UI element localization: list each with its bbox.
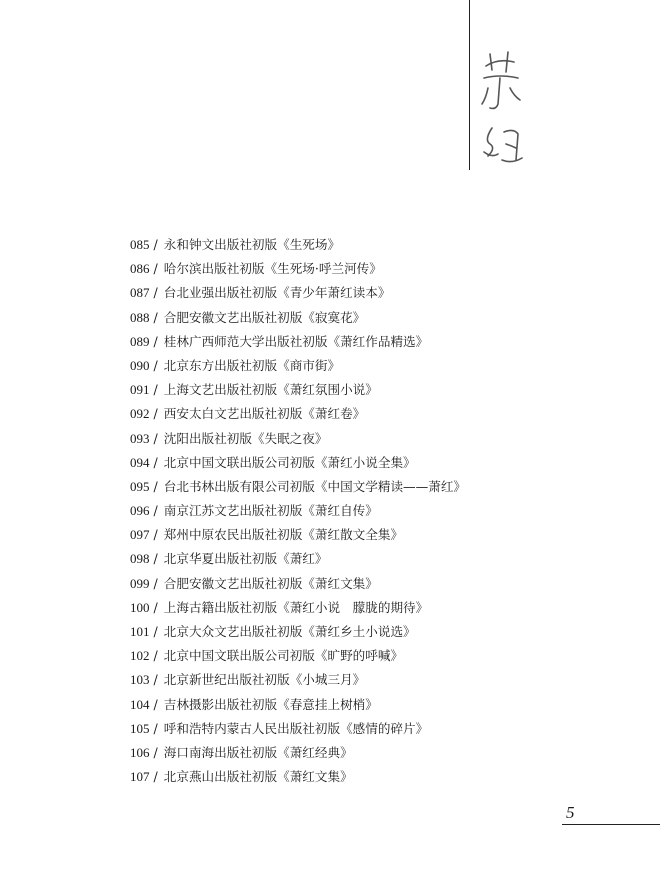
entry-number: 097 <box>130 527 150 543</box>
entry-text: 郑州中原农民出版社初版《萧红散文全集》 <box>163 527 404 543</box>
entry-number: 103 <box>130 672 150 688</box>
list-item <box>130 668 466 692</box>
entry-separator: / <box>153 744 158 760</box>
entry-text: 沈阳出版社初版《失眠之夜》 <box>163 430 328 446</box>
entry-number: 100 <box>130 599 150 615</box>
list-item <box>130 717 466 741</box>
entry-separator: / <box>153 672 158 688</box>
list-item <box>130 354 466 378</box>
entry-text: 桂林广西师范大学出版社初版《萧红作品精选》 <box>163 333 429 349</box>
list-item <box>130 306 466 330</box>
list-item <box>130 499 466 523</box>
entry-separator: / <box>153 624 158 639</box>
entry-separator: / <box>153 285 158 301</box>
entry-separator: / <box>153 406 158 422</box>
entry-number: 102 <box>130 648 150 664</box>
entry-text: 南京江苏文艺出版社初版《萧红自传》 <box>163 503 378 519</box>
entry-text: 北京新世纪出版社初版《小城三月》 <box>163 672 366 688</box>
entry-separator: / <box>153 599 158 615</box>
entry-number: 092 <box>130 406 150 422</box>
entry-separator: / <box>153 382 158 398</box>
entry-text: 北京燕山出版社初版《萧红文集》 <box>163 769 353 785</box>
entry-number: 089 <box>130 333 150 349</box>
list-item <box>130 451 466 475</box>
entry-separator: / <box>153 503 158 519</box>
entry-number: 086 <box>130 261 150 277</box>
entry-text: 台北书林出版有限公司初版《中国文学精读——萧红》 <box>163 478 466 494</box>
list-item <box>130 402 466 426</box>
entry-text: 北京中国文联出版公司初版《旷野的呼喊》 <box>163 648 404 664</box>
list-item <box>130 620 466 644</box>
entry-text: 西安太白文艺出版社初版《萧红卷》 <box>163 406 366 422</box>
list-item <box>130 475 466 499</box>
list-item <box>130 523 466 547</box>
list-item <box>130 233 466 257</box>
entry-text: 北京中国文联出版公司初版《萧红小说全集》 <box>163 454 416 470</box>
entry-text: 吉林摄影出版社初版《春意挂上树梢》 <box>163 696 378 712</box>
list-item <box>130 257 466 281</box>
entry-text: 永和钟文出版社初版《生死场》 <box>163 237 341 252</box>
header-vertical-rule <box>469 0 470 170</box>
entry-separator: / <box>153 237 158 252</box>
entry-number: 091 <box>130 382 150 398</box>
entry-separator: / <box>153 357 158 373</box>
entry-number: 096 <box>130 503 150 519</box>
entry-text: 北京东方出版社初版《商市街》 <box>163 357 341 373</box>
list-item <box>130 427 466 451</box>
entry-number: 095 <box>130 478 150 494</box>
entry-separator: / <box>153 648 158 664</box>
entry-number: 093 <box>130 430 150 446</box>
entry-number: 105 <box>130 720 150 736</box>
entry-number: 090 <box>130 357 150 373</box>
footer-rule <box>562 824 660 825</box>
entry-separator: / <box>153 696 158 712</box>
entry-text: 海口南海出版社初版《萧红经典》 <box>163 744 353 760</box>
list-item <box>130 596 466 620</box>
entry-text: 北京大众文艺出版社初版《萧红乡土小说选》 <box>163 624 416 639</box>
entry-number: 106 <box>130 744 150 760</box>
entry-separator: / <box>153 720 158 736</box>
entry-list <box>130 233 466 789</box>
entry-text: 哈尔滨出版社初版《生死场·呼兰河传》 <box>163 261 382 277</box>
page-number: 5 <box>566 803 575 822</box>
list-item <box>130 281 466 305</box>
list-item <box>130 741 466 765</box>
entry-number: 094 <box>130 454 150 470</box>
entry-number: 107 <box>130 769 150 785</box>
entry-text: 北京华夏出版社初版《萧红》 <box>163 551 328 567</box>
list-item <box>130 765 466 789</box>
entry-separator: / <box>153 575 158 591</box>
calligraphy-title-logo <box>478 48 526 178</box>
list-item <box>130 378 466 402</box>
list-item <box>130 330 466 354</box>
entry-separator: / <box>153 430 158 446</box>
entry-number: 087 <box>130 285 150 301</box>
list-item <box>130 693 466 717</box>
list-item <box>130 572 466 596</box>
entry-number: 098 <box>130 551 150 567</box>
entry-separator: / <box>153 454 158 470</box>
entry-text: 上海文艺出版社初版《萧红氛围小说》 <box>163 382 378 398</box>
entry-number: 101 <box>130 624 150 639</box>
entry-number: 088 <box>130 309 150 325</box>
list-item <box>130 644 466 668</box>
entry-separator: / <box>153 261 158 277</box>
entry-separator: / <box>153 551 158 567</box>
entry-separator: / <box>153 769 158 785</box>
list-item <box>130 547 466 571</box>
entry-number: 085 <box>130 237 150 252</box>
entry-text: 合肥安徽文艺出版社初版《寂寞花》 <box>163 309 366 325</box>
entry-text: 台北业强出版社初版《青少年萧红读本》 <box>163 285 391 301</box>
entry-separator: / <box>153 333 158 349</box>
entry-separator: / <box>153 478 158 494</box>
entry-text: 合肥安徽文艺出版社初版《萧红文集》 <box>163 575 378 591</box>
entry-text: 呼和浩特内蒙古人民出版社初版《感情的碎片》 <box>163 720 429 736</box>
entry-text: 上海古籍出版社初版《萧红小说 朦胧的期待》 <box>163 599 429 615</box>
entry-separator: / <box>153 527 158 543</box>
entry-number: 099 <box>130 575 150 591</box>
entry-separator: / <box>153 309 158 325</box>
entry-number: 104 <box>130 696 150 712</box>
